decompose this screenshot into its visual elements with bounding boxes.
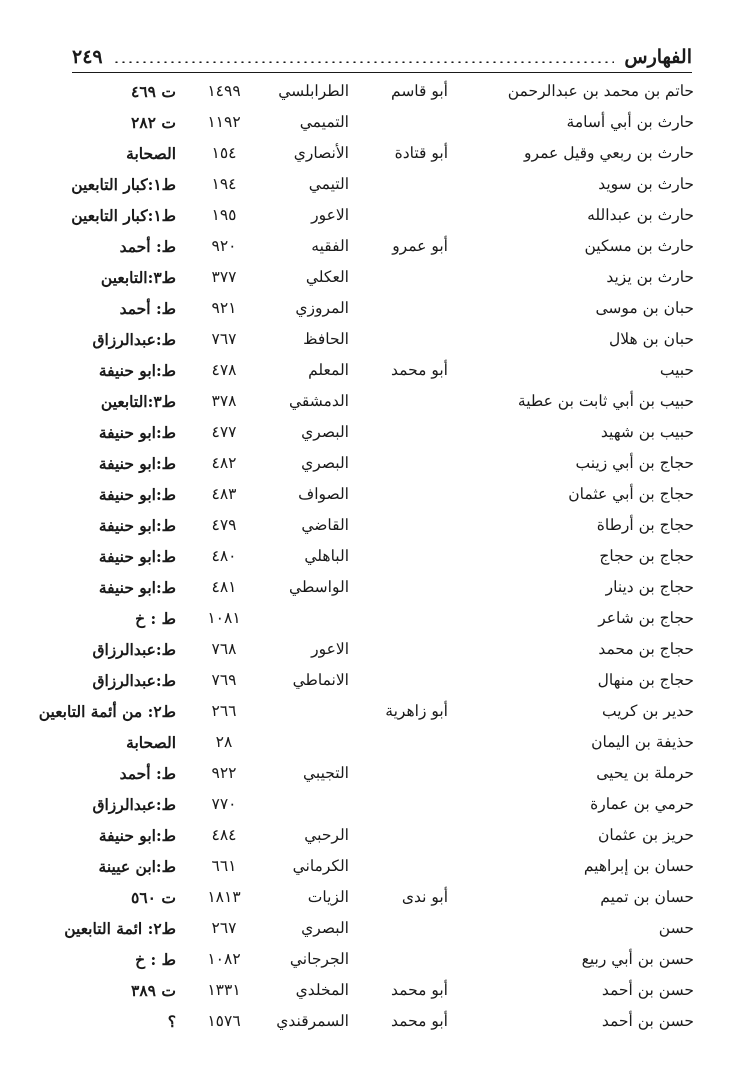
entry-name: حسان بن إبراهيم [583,857,694,875]
index-entry-row [62,977,694,1008]
entry-number: ٤٧٨ [211,361,237,379]
entry-number: ١٣٣١ [207,981,241,999]
index-entry-row [62,760,694,791]
entry-nisba: الحافظ [303,330,349,348]
entry-number: ١١٩٢ [207,113,241,131]
entry-number: ١٥٤ [211,144,237,162]
entry-reference: ت ٣٨٩ [131,981,176,1000]
index-entry-row [62,543,694,574]
entry-name: حسن بن أحمد [601,981,694,999]
index-entry-row [62,791,694,822]
index-entry-row [62,481,694,512]
index-entry-row [62,78,694,109]
index-entry-row [62,357,694,388]
entry-name: حجاج بن حجاج [599,547,694,565]
entry-name: حجاج بن شاعر [598,609,694,627]
entry-nisba: المروزي [295,299,349,317]
entry-number: ٢٦٧ [211,919,237,937]
index-entry-row [62,233,694,264]
entry-reference: ط:ابو حنيفة [98,454,176,473]
entry-name: حجاج بن أرطاة [596,516,694,534]
entry-number: ٧٦٨ [211,640,237,658]
entry-number: ٤٨٢ [211,454,237,472]
entry-name: حارث بن ربعي وقيل عمرو [524,144,694,162]
entry-name: حجاج بن منهال [597,671,694,689]
entry-nisba: البصري [301,454,349,472]
index-entry-row [62,419,694,450]
leader-dots [113,61,615,63]
entry-reference: ط٢: من أئمة التابعين [38,702,176,721]
entry-reference: ط:عبدالرزاق [92,330,176,349]
entry-kunya: أبو قتادة [394,144,448,162]
entry-name: حبيب بن أبي ثابت بن عطية [517,392,694,410]
entry-name: حريز بن عثمان [598,826,694,844]
entry-number: ٤٨١ [211,578,237,596]
entry-nisba: الكرماني [292,857,349,875]
entry-number: ١٩٥ [211,206,237,224]
entry-reference: ط:عبدالرزاق [92,795,176,814]
entry-number: ٤٧٧ [211,423,237,441]
entry-nisba: البصري [301,919,349,937]
index-entry-row [62,605,694,636]
index-entry-row [62,574,694,605]
index-entry-row [62,326,694,357]
entry-reference: الصحابة [126,733,176,752]
entry-name: حسان بن تميم [600,888,694,906]
index-entry-row [62,264,694,295]
entry-name: حبان بن هلال [608,330,694,348]
entry-number: ٤٧٩ [211,516,237,534]
entry-nisba: السمرقندي [276,1012,349,1030]
entry-number: ١٥٧٦ [207,1012,241,1030]
index-entry-row [62,915,694,946]
index-entry-row [62,729,694,760]
entry-reference: ط : خ [135,950,176,969]
entry-reference: الصحابة [126,144,176,163]
entry-kunya: أبو محمد [391,361,448,379]
entry-reference: ط : خ [135,609,176,628]
entry-reference: ط:ابو حنيفة [98,578,176,597]
index-entries [38,78,694,1039]
entry-name: حارث بن سويد [598,175,694,193]
entry-number: ٦٦١ [211,857,237,875]
entry-name: حجاج بن محمد [598,640,694,658]
entry-nisba: المخلدي [295,981,349,999]
entry-number: ١٠٨١ [207,609,241,627]
entry-number: ٢٦٦ [211,702,237,720]
entry-name: حارث بن عبدالله [587,206,694,224]
entry-nisba: القاضي [301,516,349,534]
entry-reference: ط:ابو حنيفة [98,485,176,504]
index-entry-row [62,853,694,884]
page-number: ٢٤٩ [72,46,103,68]
entry-name: حارث بن يزيد [606,268,694,286]
entry-kunya: أبو محمد [391,1012,448,1030]
index-entry-row [62,667,694,698]
entry-nisba: الزيات [307,888,349,906]
entry-number: ٩٢١ [211,299,237,317]
entry-nisba: الفقيه [311,237,349,255]
entry-nisba: الانماطي [292,671,349,689]
index-entry-row [38,698,694,729]
entry-nisba: الجرجاني [289,950,349,968]
entry-nisba: الصواف [298,485,349,503]
entry-number: ٤٨٠ [211,547,237,565]
entry-name: حدير بن كريب [601,702,694,720]
entry-reference: ط١:كبار التابعين [71,206,176,225]
index-entry-row [62,388,694,419]
entry-name: حبان بن موسى [595,299,694,317]
entry-nisba: الدمشقي [288,392,349,410]
index-entry-row [62,295,694,326]
entry-number: ١٠٨٢ [207,950,241,968]
entry-reference: ؟ [167,1012,176,1031]
entry-number: ١٤٩٩ [207,82,241,100]
index-entry-row [62,202,694,233]
section-title: الفهارس [624,46,692,68]
index-entry-row [62,822,694,853]
entry-nisba: المعلم [308,361,349,379]
entry-name: حارث بن أبي أسامة [566,113,694,131]
entry-kunya: أبو زاهرية [385,702,448,720]
entry-kunya: أبو عمرو [392,237,448,255]
entry-nisba: التيمي [308,175,349,193]
entry-number: ٣٧٧ [211,268,237,286]
index-entry-row [62,512,694,543]
entry-number: ٧٧٠ [211,795,237,813]
entry-nisba: الطرابلسي [278,82,349,100]
index-entry-row [62,109,694,140]
entry-number: ٤٨٤ [211,826,237,844]
entry-reference: ط: أحمد [119,237,176,256]
page-header [72,42,692,73]
entry-nisba: العكلي [305,268,349,286]
entry-reference: ط٣:التابعين [100,392,176,411]
entry-nisba: الرحبي [304,826,349,844]
entry-reference: ط: أحمد [119,299,176,318]
entry-number: ٤٨٣ [211,485,237,503]
entry-name: حجاج بن أبي زينب [575,454,694,472]
entry-name: حجاج بن دينار [605,578,694,596]
entry-number: ٩٢٢ [211,764,237,782]
entry-reference: ط:ابو حنيفة [98,361,176,380]
entry-kunya: أبو ندى [401,888,448,906]
entry-reference: ط١:كبار التابعين [71,175,176,194]
entry-nisba: الأنصاري [293,144,349,162]
entry-reference: ط:ابن عيينة [98,857,176,876]
entry-reference: ط:عبدالرزاق [92,671,176,690]
entry-reference: ط٣:التابعين [100,268,176,287]
entry-name: حسن [658,919,694,937]
entry-nisba: الاعور [311,206,349,224]
entry-reference: ط٢: ائمة التابعين [64,919,176,938]
entry-reference: ط:ابو حنيفة [98,826,176,845]
entry-name: حارث بن مسكين [584,237,694,255]
index-entry-row [62,450,694,481]
entry-reference: ت ٤٦٩ [131,82,176,101]
entry-number: ٢٨ [215,733,233,751]
entry-nisba: الواسطي [289,578,349,596]
entry-name: حسن بن أحمد [601,1012,694,1030]
index-entry-row [62,1008,694,1039]
entry-number: ٩٢٠ [211,237,237,255]
entry-number: ١٨١٣ [207,888,241,906]
entry-nisba: التميمي [299,113,349,131]
index-entry-row [62,946,694,977]
entry-name: حرملة بن يحيى [596,764,694,782]
entry-name: حجاج بن أبي عثمان [568,485,694,503]
entry-name: حذيفة بن اليمان [591,733,694,751]
entry-reference: ط: أحمد [119,764,176,783]
entry-name: حرمي بن عمارة [590,795,694,813]
entry-reference: ط:ابو حنيفة [98,516,176,535]
entry-number: ٣٧٨ [211,392,237,410]
entry-name: حاتم بن محمد بن عبدالرحمن [507,82,694,100]
entry-nisba: البصري [301,423,349,441]
index-entry-row [62,140,694,171]
index-entry-row [62,171,694,202]
index-entry-row [62,636,694,667]
entry-reference: ت ٥٦٠ [131,888,176,907]
entry-name: حسن بن أبي ربيع [581,950,694,968]
entry-name: حبيب بن شهيد [600,423,694,441]
entry-reference: ط:ابو حنيفة [98,547,176,566]
entry-reference: ط:ابو حنيفة [98,423,176,442]
entry-kunya: أبو محمد [391,981,448,999]
entry-kunya: أبو قاسم [391,82,448,100]
entry-number: ٧٦٧ [211,330,237,348]
entry-number: ٧٦٩ [211,671,237,689]
entry-name: حبيب [659,361,694,379]
entry-nisba: التجيبي [303,764,349,782]
entry-nisba: الاعور [311,640,349,658]
entry-reference: ت ٢٨٢ [131,113,176,132]
entry-number: ١٩٤ [211,175,237,193]
entry-reference: ط:عبدالرزاق [92,640,176,659]
index-entry-row [62,884,694,915]
entry-nisba: الباهلي [304,547,349,565]
